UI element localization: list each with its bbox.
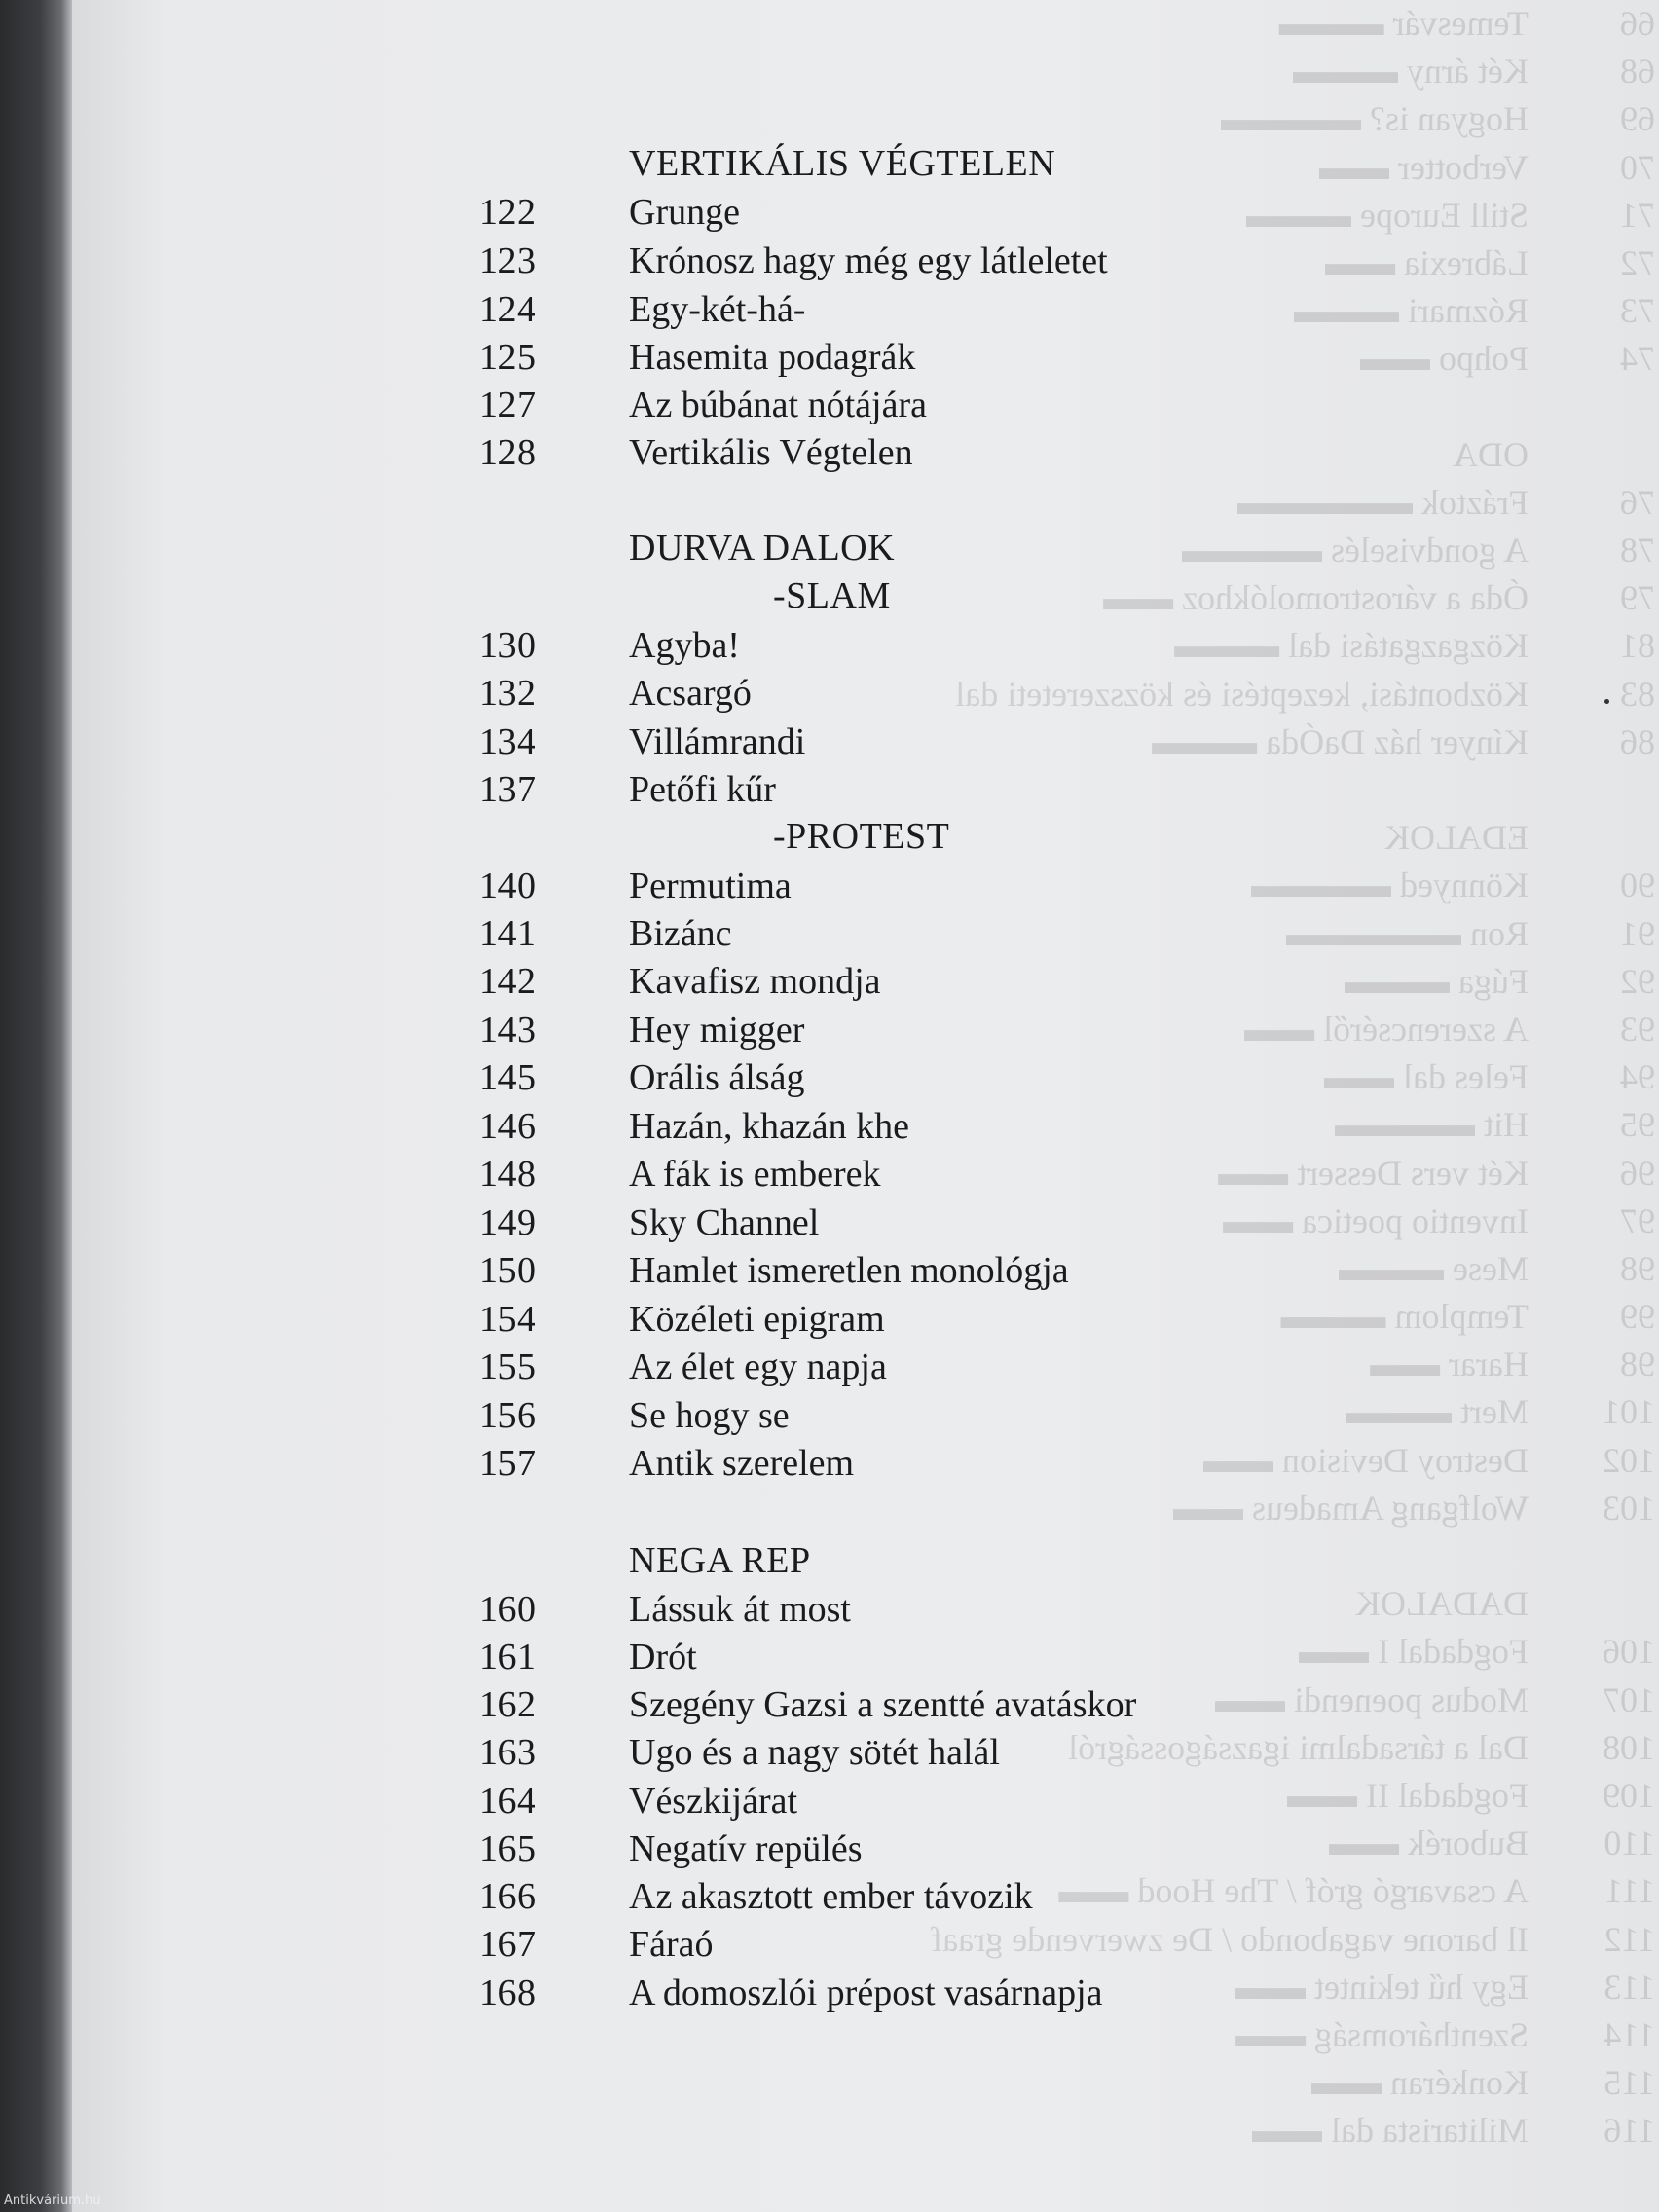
- toc-entry: [0, 381, 1659, 429]
- toc-entry: [0, 1006, 1659, 1054]
- entry-title: Sky Channel: [629, 1202, 820, 1243]
- entry-title: Ugo és a nagy sötét halál: [629, 1732, 1000, 1773]
- toc-entry: [0, 1825, 1659, 1873]
- toc-entry: [0, 1053, 1659, 1102]
- toc-entry: [0, 1150, 1659, 1198]
- page-number: 162: [479, 1684, 536, 1725]
- page-number: 124: [479, 289, 536, 330]
- page-number: 154: [479, 1299, 536, 1340]
- toc-entry: [0, 957, 1659, 1006]
- show-through-text: 66 Temesvár ▬▬▬ 68 Két árny ▬▬▬ 69 Hogyan is? ▬▬▬▬ 70 Verbotter ▬▬ 71 Still Europe ▬▬▬ 72 Lábrexia ▬▬ 73 Rózmari ▬▬▬ 74 Pohpo ▬▬ ODA 76 Fráztok ▬▬▬▬▬ 78 A gondviselés ▬▬▬▬ 79 Óda a várostromolókhoz ▬▬ 81 Közgazgatási dal ▬▬▬ 83 Közbontási, kezeptési és közszereteti dal 86 Kínyer ház DaÓda ▬▬▬ EDALOK 90 Könnyed ▬▬▬▬ 91 Ron ▬▬▬▬▬ 92 Fúga ▬▬▬ 93 A szerencséről ▬▬ 94 Feles dal ▬▬ 95 Hit ▬▬▬▬ 96 Két vers Dessert ▬▬ 97 Inventio poetica ▬▬ 98 Mese ▬▬▬ 99 Templom ▬▬▬ 98 Harar ▬▬ 101 Mert ▬▬▬ 102 Destroy Devision ▬▬ 103 Wolfgang Amadeus ▬▬ DADALOK 106 Fogdadal I ▬▬ 107 Modus poenendi ▬▬ 108 Dal a társadalmi igazságosságról 109 Fogdadal II ▬▬ 110 Buborék ▬▬ 111 A csavargó gróf / The Hood ▬▬ 112 Il barone vagabondo / De zwervende graaf 113 Egy hű tekintet ▬▬ 114 Szentháromság ▬▬ 115 Konkéran ▬▬ 116 Militarista dal ▬▬: [931, 4, 1655, 2151]
- page-number: 132: [479, 673, 536, 714]
- page-number: 130: [479, 625, 536, 666]
- entry-title: Fáraó: [629, 1924, 714, 1965]
- entry-title: Villámrandi: [629, 721, 806, 762]
- entry-title: Acsargó: [629, 673, 752, 714]
- entry-title: Lássuk át most: [629, 1589, 851, 1630]
- toc-entry: [0, 1920, 1659, 1969]
- toc-entry: [0, 669, 1659, 718]
- page-number: 123: [479, 240, 536, 281]
- page-number: 166: [479, 1876, 536, 1917]
- section-heading: VERTIKÁLIS VÉGTELEN: [629, 143, 1056, 184]
- entry-title: Közéleti epigram: [629, 1299, 885, 1340]
- page-number: 146: [479, 1106, 536, 1147]
- entry-title: Vészkijárat: [629, 1781, 798, 1822]
- entry-title: A domoszlói prépost vasárnapja: [629, 1972, 1103, 2013]
- entry-title: Az akasztott ember távozik: [629, 1876, 1033, 1917]
- entry-title: Vertikális Végtelen: [629, 432, 913, 473]
- page-number: 122: [479, 192, 536, 233]
- page-number: 137: [479, 769, 536, 810]
- page-number: 167: [479, 1924, 536, 1965]
- page-number: 141: [479, 913, 536, 954]
- entry-title: Krónosz hagy még egy látleletet: [629, 240, 1108, 281]
- page-number: 128: [479, 432, 536, 473]
- toc-entry: [0, 718, 1659, 766]
- page-number: 142: [479, 961, 536, 1002]
- page-number: 148: [479, 1154, 536, 1195]
- toc-entry: [0, 1198, 1659, 1247]
- page-number: 145: [479, 1057, 536, 1098]
- page-number: 149: [479, 1202, 536, 1243]
- page-number: 134: [479, 721, 536, 762]
- page-number: 161: [479, 1637, 536, 1677]
- ink-speck: [1604, 699, 1609, 704]
- entry-title: Orális álság: [629, 1057, 805, 1098]
- page-number: 125: [479, 337, 536, 378]
- section-heading: DURVA DALOK: [629, 528, 896, 569]
- entry-title: Bizánc: [629, 913, 732, 954]
- entry-title: Hamlet ismeretlen monológja: [629, 1250, 1069, 1291]
- toc-entry: [0, 428, 1659, 477]
- page-number: 156: [479, 1395, 536, 1436]
- toc-entry: [0, 237, 1659, 285]
- toc-entry: [0, 621, 1659, 670]
- toc-entry: [0, 285, 1659, 334]
- entry-title: A fák is emberek: [629, 1154, 881, 1195]
- toc-entry: [0, 1102, 1659, 1151]
- toc-entry: [0, 1246, 1659, 1295]
- toc-entry: [0, 1585, 1659, 1634]
- entry-title: Szegény Gazsi a szentté avatáskor: [629, 1684, 1137, 1725]
- toc-entry: [0, 862, 1659, 910]
- toc-entry: [0, 765, 1659, 814]
- page-number: 143: [479, 1010, 536, 1051]
- toc-entry: [0, 1295, 1659, 1344]
- entry-title: Permutima: [629, 866, 792, 906]
- page-number: 160: [479, 1589, 536, 1630]
- page-number: 157: [479, 1443, 536, 1484]
- page-number: 155: [479, 1346, 536, 1387]
- toc-entry: [0, 1872, 1659, 1921]
- page-number: 164: [479, 1781, 536, 1822]
- entry-title: Negatív repülés: [629, 1828, 863, 1869]
- subsection-heading: -PROTEST: [773, 816, 950, 857]
- entry-title: Kavafisz mondja: [629, 961, 881, 1002]
- entry-title: Az búbánat nótájára: [629, 385, 927, 425]
- toc-entry: [0, 188, 1659, 237]
- watermark: Antikvárium.hu: [4, 2194, 101, 2208]
- entry-title: Petőfi kűr: [629, 769, 776, 810]
- toc-entry: [0, 1680, 1659, 1729]
- toc-entry: [0, 909, 1659, 958]
- entry-title: Antik szerelem: [629, 1443, 855, 1484]
- page-number: 150: [479, 1250, 536, 1291]
- entry-title: Az élet egy napja: [629, 1346, 887, 1387]
- entry-title: Hasemita podagrák: [629, 337, 916, 378]
- page-number: 163: [479, 1732, 536, 1773]
- entry-title: Se hogy se: [629, 1395, 790, 1436]
- entry-title: Hazán, khazán khe: [629, 1106, 910, 1147]
- toc-entry: [0, 333, 1659, 382]
- toc-entry: [0, 1343, 1659, 1391]
- toc-entry: [0, 1969, 1659, 2017]
- toc-entry: [0, 1728, 1659, 1777]
- toc-entry: [0, 1633, 1659, 1681]
- subsection-heading: -SLAM: [773, 575, 891, 616]
- page-number: 168: [479, 1972, 536, 2013]
- entry-title: Hey migger: [629, 1010, 805, 1051]
- toc-entry: [0, 1777, 1659, 1825]
- page-number: 127: [479, 385, 536, 425]
- entry-title: Grunge: [629, 192, 740, 233]
- section-heading: NEGA REP: [629, 1540, 811, 1581]
- entry-title: Egy-két-há-: [629, 289, 806, 330]
- toc-entry: [0, 1439, 1659, 1488]
- toc-entry: [0, 1391, 1659, 1440]
- page-number: 165: [479, 1828, 536, 1869]
- page-number: 140: [479, 866, 536, 906]
- entry-title: Drót: [629, 1637, 697, 1677]
- entry-title: Agyba!: [629, 625, 740, 666]
